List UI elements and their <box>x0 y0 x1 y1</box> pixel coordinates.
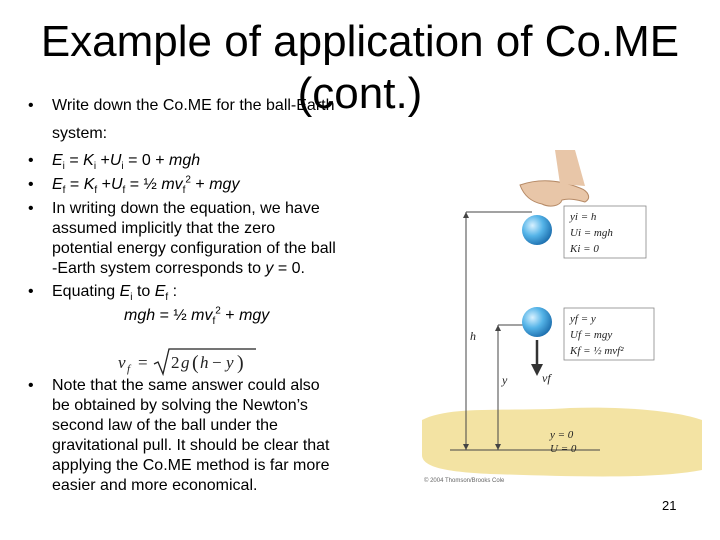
bullet-marker: • <box>28 152 34 169</box>
bullet-2-equation: $E_i = K_i +U_i = 0$ + mgh <box>52 152 201 173</box>
bullet-4-line3: potential energy configuration of the ball <box>52 240 336 257</box>
velocity-equation-image <box>118 346 258 378</box>
label-final-k: Kf = ½ mvf² <box>570 345 624 357</box>
svg-text:=: = <box>138 353 148 372</box>
label-initial-k: Ki = 0 <box>570 243 599 255</box>
ball-initial <box>522 215 552 245</box>
slide-title-line2: (cont.) <box>297 69 423 118</box>
page-number: 21 <box>662 498 677 513</box>
ball-final <box>522 307 552 337</box>
svg-text:(: ( <box>192 352 199 374</box>
svg-text:): ) <box>237 352 244 374</box>
bullet-marker: • <box>28 377 34 394</box>
bullet-6-line1: Note that the same answer could also <box>52 377 320 394</box>
label-ground-y: y = 0 <box>550 429 574 441</box>
bullet-marker: • <box>28 283 34 300</box>
svg-text:g: g <box>181 353 190 372</box>
bullet-6-line3: second law of the ball under the <box>52 417 278 434</box>
figure-credit: © 2004 Thomson/Brooks Cole <box>424 478 505 484</box>
svg-text:y: y <box>226 353 234 372</box>
label-h: h <box>470 329 476 343</box>
bullet-5-equation: mgh = ½ $mv_f^2$ + mgy <box>124 305 270 328</box>
svg-text:2: 2 <box>171 353 180 372</box>
bullet-marker: • <box>28 200 34 217</box>
bullet-3-equation: $E_f = K_f +U_f$ = ½ $mv_f^2$ + mgy <box>52 174 240 197</box>
label-ground-u: U = 0 <box>550 443 577 455</box>
bullet-1-line1: Write down the Co.ME for the ball-Earth <box>52 97 335 114</box>
svg-text:−: − <box>212 353 222 372</box>
bullet-4-line1: In writing down the equation, we have <box>52 200 320 217</box>
bullet-4-line4: -Earth system corresponds to y = 0. <box>52 260 305 277</box>
label-y: y <box>502 373 508 387</box>
svg-text:v: v <box>118 353 126 372</box>
bullet-6-line4: gravitational pull. It should be clear that <box>52 437 330 454</box>
bullet-6-line2: be obtained by solving the Newton’s <box>52 397 308 414</box>
slide-title-line1: Example of application of Co.ME <box>40 17 680 66</box>
bullet-4-line2: assumed implicitly that the zero <box>52 220 276 237</box>
label-final-y: yf = y <box>570 313 596 325</box>
bullet-marker: • <box>28 97 34 114</box>
bullet-marker: • <box>28 176 34 193</box>
bullet-5-line1: Equating $E_i$ to $E_f$ : <box>52 283 178 304</box>
falling-ball-figure <box>410 150 710 490</box>
svg-text:f: f <box>127 363 131 375</box>
bullet-1-line2: system: <box>52 125 108 142</box>
bullet-6-line5: applying the Co.ME method is far more <box>52 457 330 474</box>
svg-text:h: h <box>200 353 209 372</box>
label-vf: vf <box>542 371 551 385</box>
label-final-u: Uf = mgy <box>570 329 613 341</box>
label-initial-y: yi = h <box>570 211 597 223</box>
label-initial-u: Ui = mgh <box>570 227 613 239</box>
bullet-6-line6: easier and more economical. <box>52 477 258 494</box>
